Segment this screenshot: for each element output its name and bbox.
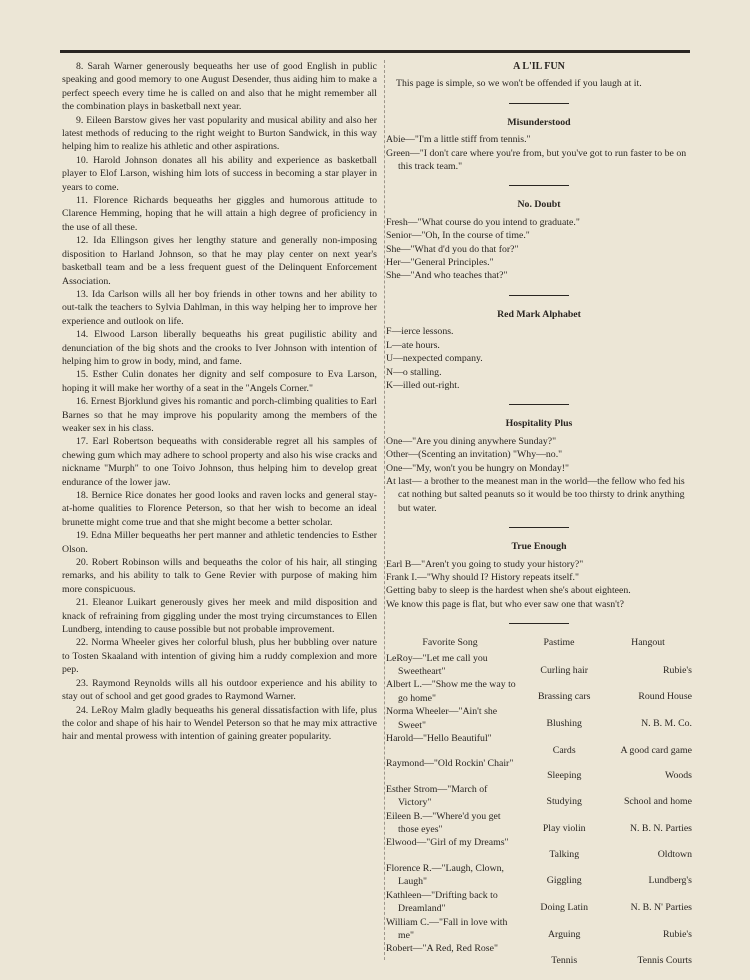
joke-line: U—nexpected company. — [386, 353, 483, 365]
will-entry: 13. Ida Carlson wills all her boy friends in other towns and her ability to out-talk the teachers to Sylvia Dahlman, in this way helping her to improve her experience and outlook on life. — [62, 288, 377, 327]
table-row — [386, 862, 692, 889]
table-row — [386, 705, 692, 732]
pastime-cell: Cards — [552, 745, 576, 757]
class-will-column — [62, 60, 377, 744]
joke-line: Earl B—"Aren't you going to study your history?" — [386, 558, 584, 570]
hangout-cell: Lundberg's — [648, 874, 692, 886]
hangout-cell: Rubie's — [663, 664, 692, 676]
pastime-cell: Studying — [546, 795, 582, 807]
joke-line: N—o stalling. — [386, 366, 442, 378]
section-separator — [509, 623, 569, 624]
joke-line: We know this page is flat, but who ever saw one that wasn't? — [386, 598, 624, 610]
joke-line: F—ierce lessons. — [386, 326, 454, 338]
joke-line: One—"Are you dining anywhere Sunday?" — [386, 435, 557, 447]
will-entry: 21. Eleanor Luikart generously gives her meek and mild disposition and knack of refraining from giggling under the most trying circumstances to Ellen Lundberg, intending to cause possible but not probable improvement. — [62, 597, 377, 636]
header-hangout: Hangout — [631, 637, 665, 649]
pastime-cell: Curling hair — [540, 664, 589, 676]
table-row — [386, 916, 692, 943]
joke-line: Her—"General Principles." — [386, 257, 494, 269]
favorite-song-cell: Kathleen—"Drifting back to Dreamland" — [386, 889, 498, 915]
pastime-cell: Arguing — [547, 928, 581, 940]
pastime-cell: Sleeping — [547, 770, 582, 782]
joke-line: Getting baby to sleep is the hardest when she's about eighteen. — [386, 585, 631, 597]
section-title: True Enough — [511, 541, 567, 553]
top-rule — [60, 50, 690, 53]
favorite-song-cell: Florence R.—"Laugh, Clown, Laugh" — [386, 862, 505, 888]
section-separator — [509, 103, 569, 104]
joke-line: Senior—"Oh, In the course of time." — [386, 230, 530, 242]
pastime-cell: Blushing — [546, 718, 582, 730]
pastime-cell: Play violin — [542, 822, 586, 834]
table-row — [386, 942, 692, 967]
will-entry: 17. Earl Robertson bequeaths with considerable regret all his samples of chewing gum which may adhere to school property and also his wise cracks and nickname "Murph" to one Toivo Johnson, thus helping him to develop great endurance of the lower jaw. — [62, 436, 377, 488]
will-entry: 19. Edna Miller bequeaths her pert manner and athletic tendencies to Esther Olson. — [62, 530, 377, 555]
section-separator — [509, 404, 569, 405]
joke-line: Green—"I don't care where you're from, but you've got to run faster to be on this track team." — [386, 147, 687, 173]
pastime-cell: Tennis — [551, 955, 578, 967]
joke-line: At last— a brother to the meanest man in the world—the fellow who fed his cat nothing but salted peanuts so it would be too thirsty to drink anything but water. — [386, 475, 685, 514]
joke-line: Abie—"I'm a little stiff from tennis." — [386, 134, 531, 146]
hangout-cell: Rubie's — [663, 928, 692, 940]
hangout-cell: Round House — [638, 691, 692, 703]
will-entry: 24. LeRoy Malm gladly bequeaths his general dissatisfaction with life, plus the color and shape of his hair to Wendel Peterson so that he may mix attractive hair and mental prowess with intention of gaining greater popularity. — [62, 704, 377, 743]
table-row — [386, 732, 692, 757]
favorite-song-cell: LeRoy—"Let me call you Sweetheart" — [386, 652, 488, 677]
favorite-song-cell: Raymond—"Old Rockin' Chair" — [386, 758, 514, 770]
hangout-cell: Tennis Courts — [637, 955, 692, 967]
joke-line: One—"My, won't you be hungry on Monday!" — [386, 462, 570, 474]
will-entry: 16. Ernest Bjorklund gives his romantic and porch-climbing qualities to Earl Barnes so that he may improve his popularity among the members of the weaker sex in his class. — [62, 396, 377, 434]
hangout-cell: School and home — [623, 795, 692, 807]
will-entry: 22. Norma Wheeler gives her colorful blush, plus her bubbling over nature to Tosten Skaaland with intention of giving him a ruddy complexion and more pep. — [62, 637, 377, 676]
will-entry: 12. Ida Ellingson gives her lengthy stature and generally non-imposing disposition to Harland Johnson, so that he may play center on next year's basketball team and be a less frequent guest of the Delinquent Enforcement Association. — [62, 235, 377, 287]
section-title: Misunderstood — [507, 116, 571, 128]
joke-line: K—illed out-right. — [386, 379, 460, 391]
hangout-cell: Oldtown — [657, 849, 692, 861]
table-row — [386, 810, 692, 837]
joke-line: L—ate hours. — [386, 339, 440, 351]
hangout-cell: Woods — [665, 770, 692, 782]
fun-column — [386, 60, 692, 968]
joke-line: Other—(Scenting an invitation) "Why—no." — [386, 449, 563, 461]
joke-sections — [386, 103, 692, 624]
hangout-cell: N. B. N. Parties — [629, 822, 692, 834]
section-title: No. Doubt — [517, 199, 561, 211]
will-entry: 14. Elwood Larson liberally bequeaths his great pugilistic ability and denunciation of the big shots and the crooks to Iver Johnson with intention of helping him to grow in body, mind, and fame. — [62, 329, 377, 367]
will-entry: 20. Robert Robinson wills and bequeaths the color of his hair, all stinging remarks, and his ability to talk to Gene Revier with purpose of making him more conspicuous. — [62, 557, 377, 595]
favorite-song-cell: Eileen B.—"Where'd you get those eyes" — [386, 810, 501, 836]
table-row — [386, 783, 692, 810]
section-separator — [509, 527, 569, 528]
favorite-song-cell: Norma Wheeler—"Ain't she Sweet" — [386, 706, 498, 731]
will-entry: 15. Esther Culin donates her dignity and self composure to Eva Larson, hoping it will make her worthy of a seat in the "Angels Corner." — [62, 369, 377, 394]
table-row — [386, 889, 692, 916]
favorite-song-cell: Robert—"A Red, Red Rose" — [386, 943, 498, 955]
pastime-cell: Giggling — [546, 874, 582, 886]
joke-line: Frank I.—"Why should I? History repeats itself." — [386, 571, 580, 583]
hangout-cell: N. B. N' Parties — [630, 901, 692, 913]
intro-text: This page is simple, so we won't be offended if you laugh at it. — [396, 78, 642, 90]
header-pastime: Pastime — [543, 637, 575, 649]
section-title: Red Mark Alphabet — [497, 308, 581, 320]
will-entry: 11. Florence Richards bequeaths her giggles and humorous attitude to Clarence Hemming, hoping that he will attain a high degree of proficiency in the use of all these. — [62, 195, 377, 233]
favorites-header — [386, 636, 692, 649]
favorites-table — [386, 652, 692, 968]
favorite-song-cell: Harold—"Hello Beautiful" — [386, 733, 492, 745]
joke-line: She—"What d'd you do that for?" — [386, 243, 519, 255]
pastime-cell: Brassing cars — [537, 691, 591, 703]
joke-line: She—"And who teaches that?" — [386, 270, 508, 282]
table-row — [386, 652, 692, 679]
favorite-song-cell: Albert L.—"Show me the way to go home" — [386, 679, 516, 704]
table-row — [386, 836, 692, 861]
pastime-cell: Talking — [549, 849, 580, 861]
will-entry: 8. Sarah Warner generously bequeaths her use of good English in public speaking and good memory to one August Desender, thus aiding him to make a perfect speech every time he is called on and also that he might remember all the combination plays in basketball next year. — [62, 61, 377, 113]
section-title: Hospitality Plus — [505, 418, 573, 430]
pastime-cell: Doing Latin — [540, 901, 589, 913]
section-separator — [509, 185, 569, 186]
favorite-song-cell: William C.—"Fall in love with me" — [386, 916, 508, 941]
hangout-cell: A good card game — [620, 745, 692, 757]
will-entry: 10. Harold Johnson donates all his ability and experience as basketball player to Elof Larson, wishing him lots of success in becoming a star player in years to come. — [62, 154, 377, 193]
favorite-song-cell: Elwood—"Girl of my Dreams" — [386, 837, 509, 849]
will-entry: 23. Raymond Reynolds wills all his outdoor experience and his ability to stay out of school and get good grades to Raymond Warner. — [62, 677, 377, 703]
will-entry: 18. Bernice Rice donates her good looks and raven locks and general stay-at-home qualities to Florence Peterson, so that her wish to become an ideal brunette might come true and that she might become a better scholar. — [62, 490, 377, 528]
page-title: A L'IL FUN — [513, 61, 565, 72]
header-favorite-song: Favorite Song — [422, 637, 478, 649]
section-separator — [509, 295, 569, 296]
joke-line: Fresh—"What course do you intend to graduate." — [386, 216, 580, 228]
table-row — [386, 678, 692, 705]
table-row — [386, 757, 692, 782]
will-entry: 9. Eileen Barstow gives her vast popularity and musical ability and also her latest methods of reducing to the right weight to Burton Sandwick, in this way helping him to realize his athletic and other aspirations. — [62, 114, 377, 153]
hangout-cell: N. B. M. Co. — [641, 718, 692, 730]
favorite-song-cell: Esther Strom—"March of Victory" — [386, 783, 488, 809]
